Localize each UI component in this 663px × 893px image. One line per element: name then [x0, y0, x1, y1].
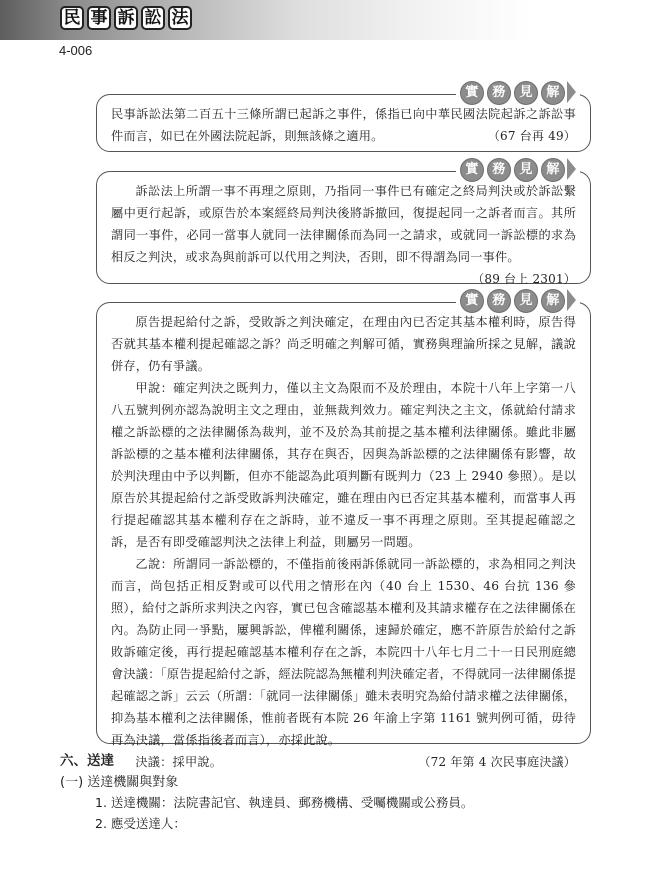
- page-number: 4-006: [59, 43, 93, 58]
- badge-char: 務: [487, 158, 511, 182]
- citation: （72 年第 4 次民事庭決議）: [418, 755, 576, 769]
- badge-arrow-icon: [567, 158, 576, 180]
- badge-arrow-icon: [567, 289, 576, 311]
- badge-char: 實: [460, 158, 484, 182]
- book-title-char: 訟: [141, 6, 165, 30]
- book-title-char: 法: [168, 6, 192, 30]
- badge-char: 務: [487, 289, 511, 313]
- paragraph: [111, 751, 576, 773]
- paragraph: 甲說：確定判決之既判力，僅以主文為限而不及於理由，本院十八年上字第一八八五號判例亦認為說明主文之理由，並無裁判效力。確定判決之主文，係就給付請求權之訴訟標的之法律關係為裁判，並不及於為其前提之基本權利法律關係。雖此非屬訴訟標的之基本權利法律關係，其存在與否，因與為訴訟標的之法律關係有影響，故於判決理由中予以判斷，但亦不能認為此項判斷有既判力（23 上 2940 參照）。是以原告於其提起給付之訴受敗訴判決確定，雖在理由內已否定其基本權利，而當事人再行提起確認其基本權利存在之訴時，並不違反一事不再理之原則。至其提起確認之訴，是否有即受確認判決之法律上利益，則屬另一問題。: [111, 381, 576, 549]
- badge-char: 見: [514, 289, 538, 313]
- practice-badge: [456, 289, 580, 313]
- practice-note-box: [96, 293, 591, 769]
- book-title-char: 民: [60, 6, 84, 30]
- book-title-char: 事: [87, 6, 111, 30]
- badge-char: 實: [460, 81, 484, 105]
- section-subtitle: (一) 送達機關與對象: [60, 775, 179, 790]
- practice-note-box: [96, 162, 591, 286]
- resolution-text: 決議：採甲說。: [135, 755, 223, 769]
- badge-char: 解: [541, 81, 565, 105]
- citation: （89 台上 2301）: [472, 272, 576, 286]
- practice-badge: [456, 81, 580, 105]
- paragraph: 乙說：所謂同一訴訟標的，不僅指前後兩訴係就同一訴訟標的，求為相同之判決而言，尚包括正相反對或可以代用之情形在內（40 台上 1530、46 台抗 136 參照），給付之訴所求判決之內容，實已包含確認基本權利及其請求權存在之法律關係在內。為防止同一爭點，屢興訴訟，俾權利關係，速歸於確定，應不許原告於給付之訴敗訴確定後，再行提起確認基本權利存在之訴，本院四十八年七月二十一日民刑庭總會決議：「原告提起給付之訴，經法院認為無權利判決確定者，不得就同一法律關係提起確認之訴」云云（所謂：「就同一法律關係」雖未表明究為給付請求權之法律關係，抑為基本權利之法律關係，惟前者既有本院 26 年渝上字第 1161 號判例可循，毋待再為決議，當係指後者而言），亦採此說。: [111, 557, 576, 747]
- book-title: [60, 6, 192, 30]
- paragraph: 訴訟法上所謂一事不再理之原則，乃指同一事件已有確定之終局判決或於訴訟繫屬中更行起訴，或原告於本案經終局判決後將訴撤回，復提起同一之訴者而言。其所謂同一事件，必同一當事人就同一法律關係而為同一之請求，或就同一訴訟標的求為相反之判決，或求為與前訴可以代用之判決，否則，即不得謂為同一事件。: [111, 184, 576, 264]
- badge-char: 見: [514, 158, 538, 182]
- badge-char: 實: [460, 289, 484, 313]
- practice-note-box: [96, 85, 591, 152]
- badge-char: 務: [487, 81, 511, 105]
- section-title: 六、送達: [60, 753, 114, 769]
- badge-char: 見: [514, 81, 538, 105]
- list-item: 1. 送達機關：法院書記官、執達員、郵務機構、受囑機關或公務員。: [95, 795, 474, 810]
- list-item: 2. 應受送達人：: [95, 816, 186, 831]
- badge-arrow-icon: [567, 81, 576, 103]
- citation: （67 台再 49）: [487, 129, 576, 143]
- practice-badge: [456, 158, 580, 182]
- badge-char: 解: [541, 158, 565, 182]
- paragraph: 原告提起給付之訴，受敗訴之判決確定，在理由內已否定其基本權利時，原告得否就其基本權利提起確認之訴？尚乏明確之判解可循，實務與理論所採之見解，議說併存，仍有爭議。: [111, 315, 576, 373]
- paragraph: 民事訴訟法第二百五十三條所謂已起訴之事件，係指已向中華民國法院起訴之訴訟事件而言，如已在外國法院起訴，則無該條之適用。: [111, 107, 576, 143]
- book-title-char: 訴: [114, 6, 138, 30]
- badge-char: 解: [541, 289, 565, 313]
